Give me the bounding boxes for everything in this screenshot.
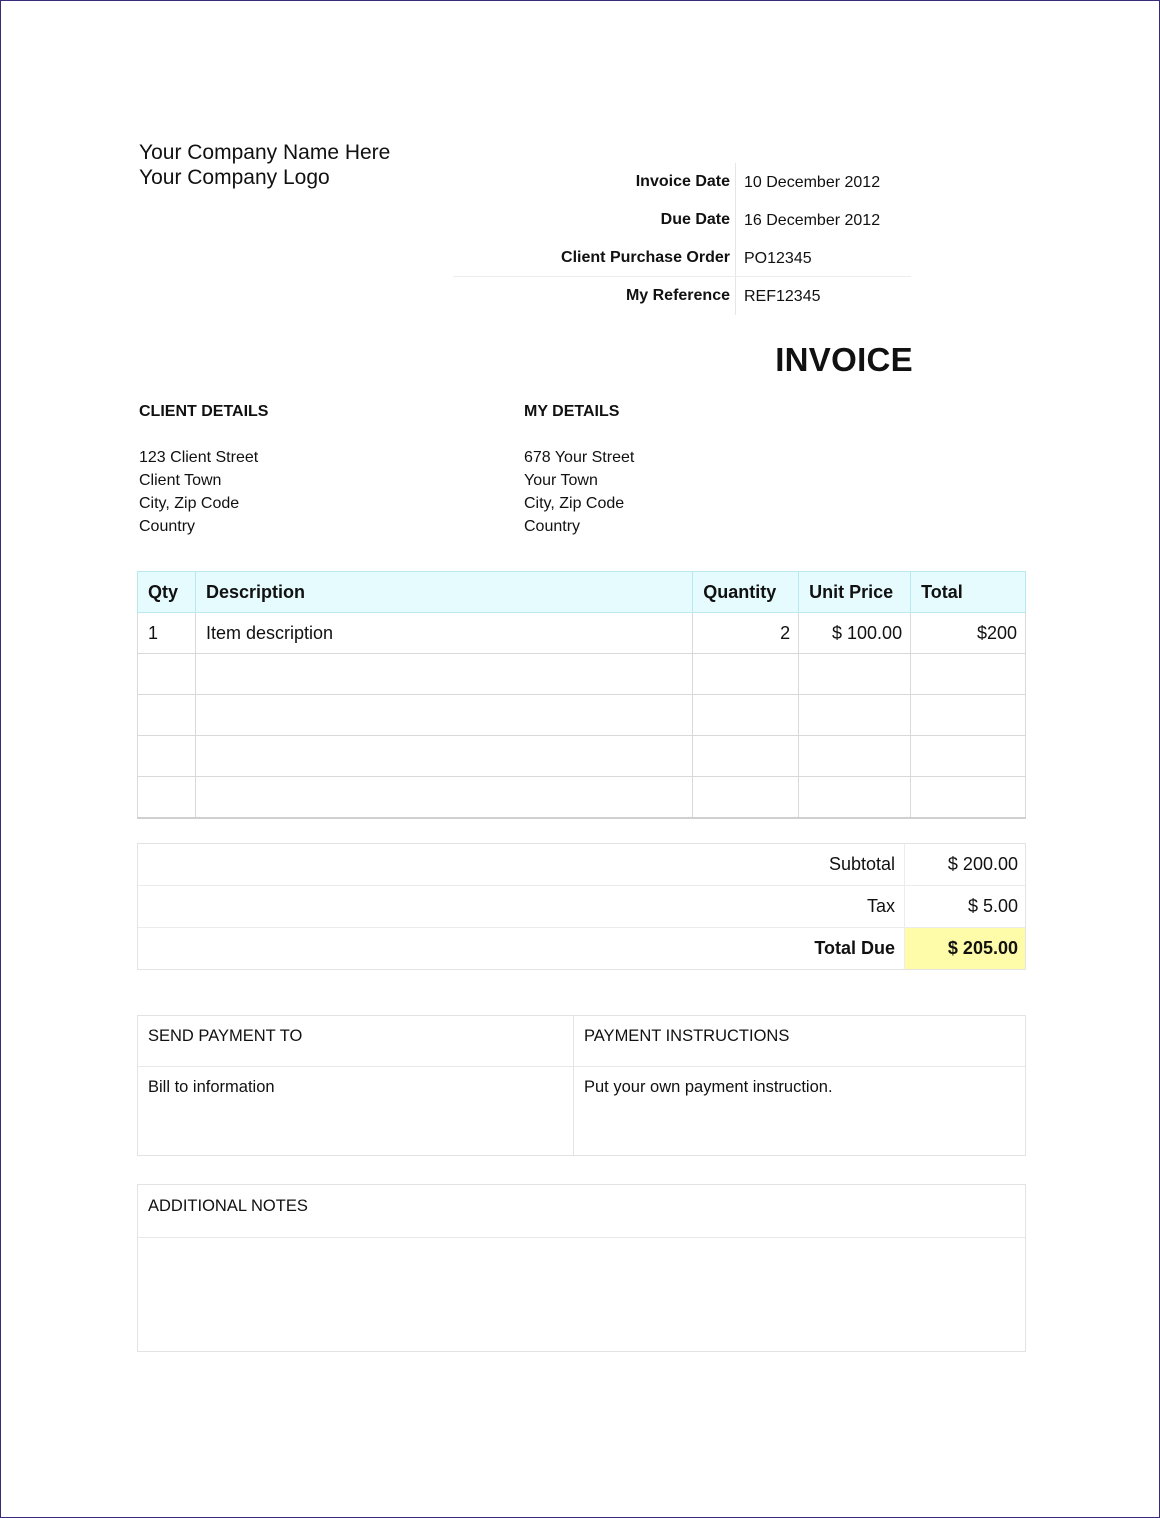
cell-unit-price[interactable] xyxy=(799,736,911,777)
cell-unit-price[interactable]: $ 100.00 xyxy=(799,613,911,654)
cell-unit-price[interactable] xyxy=(799,654,911,695)
cell-qty[interactable] xyxy=(138,654,196,695)
cell-quantity[interactable] xyxy=(693,695,799,736)
table-header-row xyxy=(138,572,1026,613)
col-header-qty: Qty xyxy=(138,572,196,613)
line-items-table xyxy=(137,571,1026,819)
cell-quantity[interactable] xyxy=(693,736,799,777)
cell-total[interactable] xyxy=(911,777,1026,819)
meta-label: Invoice Date xyxy=(635,173,730,190)
my-details-heading: MY DETAILS xyxy=(524,403,620,420)
subtotal-value: $ 200.00 xyxy=(904,844,1025,885)
table-row xyxy=(138,777,1026,819)
additional-notes-heading: ADDITIONAL NOTES xyxy=(148,1197,308,1215)
cell-description[interactable] xyxy=(195,736,692,777)
meta-row-invoice-date xyxy=(453,163,911,201)
cell-qty[interactable]: 1 xyxy=(138,613,196,654)
reference-value: REF12345 xyxy=(744,288,821,305)
company-logo-text: Your Company Logo xyxy=(139,166,330,189)
invoice-meta-table xyxy=(453,163,911,315)
additional-notes-section xyxy=(137,1184,1026,1352)
subtotal-label: Subtotal xyxy=(828,854,895,874)
notes-body[interactable] xyxy=(138,1238,1025,1351)
my-address xyxy=(524,446,634,538)
meta-label: Client Purchase Order xyxy=(561,249,730,266)
total-due-value: $ 205.00 xyxy=(904,928,1025,969)
address-line: Country xyxy=(139,518,196,535)
cell-quantity[interactable] xyxy=(693,654,799,695)
cell-qty[interactable] xyxy=(138,736,196,777)
table-row xyxy=(138,654,1026,695)
payment-section xyxy=(137,1015,1026,1156)
invoice-date-value: 10 December 2012 xyxy=(744,174,881,191)
meta-label: My Reference xyxy=(625,287,730,304)
address-line: Client Town xyxy=(139,472,222,489)
cell-total[interactable] xyxy=(911,695,1026,736)
client-address xyxy=(139,446,258,538)
cell-description[interactable]: Item description xyxy=(195,613,692,654)
payment-instructions-heading: PAYMENT INSTRUCTIONS xyxy=(584,1027,790,1045)
payment-instructions-text[interactable]: Put your own payment instruction. xyxy=(584,1078,833,1096)
col-header-total: Total xyxy=(911,572,1026,613)
cell-description[interactable] xyxy=(195,695,692,736)
cell-unit-price[interactable] xyxy=(799,695,911,736)
tax-value: $ 5.00 xyxy=(904,886,1025,927)
address-line: 123 Client Street xyxy=(139,449,259,466)
invoice-title: INVOICE xyxy=(775,341,913,378)
meta-row-purchase-order xyxy=(453,239,911,277)
cell-total[interactable] xyxy=(911,736,1026,777)
totals-table xyxy=(137,843,1026,970)
subtotal-row xyxy=(138,844,1025,886)
tax-label: Tax xyxy=(866,896,895,916)
address-line: Country xyxy=(524,518,581,535)
due-date-value: 16 December 2012 xyxy=(744,212,881,229)
col-header-quantity: Quantity xyxy=(693,572,799,613)
address-line: City, Zip Code xyxy=(524,495,625,512)
send-payment-heading: SEND PAYMENT TO xyxy=(148,1027,303,1045)
meta-row-reference xyxy=(453,277,911,315)
table-row xyxy=(138,695,1026,736)
table-row xyxy=(138,736,1026,777)
cell-total[interactable] xyxy=(911,654,1026,695)
company-name: Your Company Name Here xyxy=(139,141,391,164)
cell-description[interactable] xyxy=(195,654,692,695)
address-line: Your Town xyxy=(524,472,598,489)
col-header-unit-price: Unit Price xyxy=(799,572,911,613)
address-line: 678 Your Street xyxy=(524,449,635,466)
total-due-label: Total Due xyxy=(814,938,895,958)
cell-quantity[interactable]: 2 xyxy=(693,613,799,654)
tax-row xyxy=(138,886,1025,928)
col-header-description: Description xyxy=(195,572,692,613)
client-details-heading: CLIENT DETAILS xyxy=(139,403,269,420)
send-payment-text[interactable]: Bill to information xyxy=(148,1078,275,1096)
company-block xyxy=(139,140,390,190)
cell-qty[interactable] xyxy=(138,695,196,736)
cell-quantity[interactable] xyxy=(693,777,799,819)
cell-unit-price[interactable] xyxy=(799,777,911,819)
total-due-row xyxy=(138,928,1025,969)
cell-total[interactable]: $200 xyxy=(911,613,1026,654)
table-row xyxy=(138,613,1026,654)
cell-qty[interactable] xyxy=(138,777,196,819)
meta-row-due-date xyxy=(453,201,911,239)
meta-label: Due Date xyxy=(660,211,730,228)
purchase-order-value: PO12345 xyxy=(744,250,812,267)
cell-description[interactable] xyxy=(195,777,692,819)
address-line: City, Zip Code xyxy=(139,495,240,512)
